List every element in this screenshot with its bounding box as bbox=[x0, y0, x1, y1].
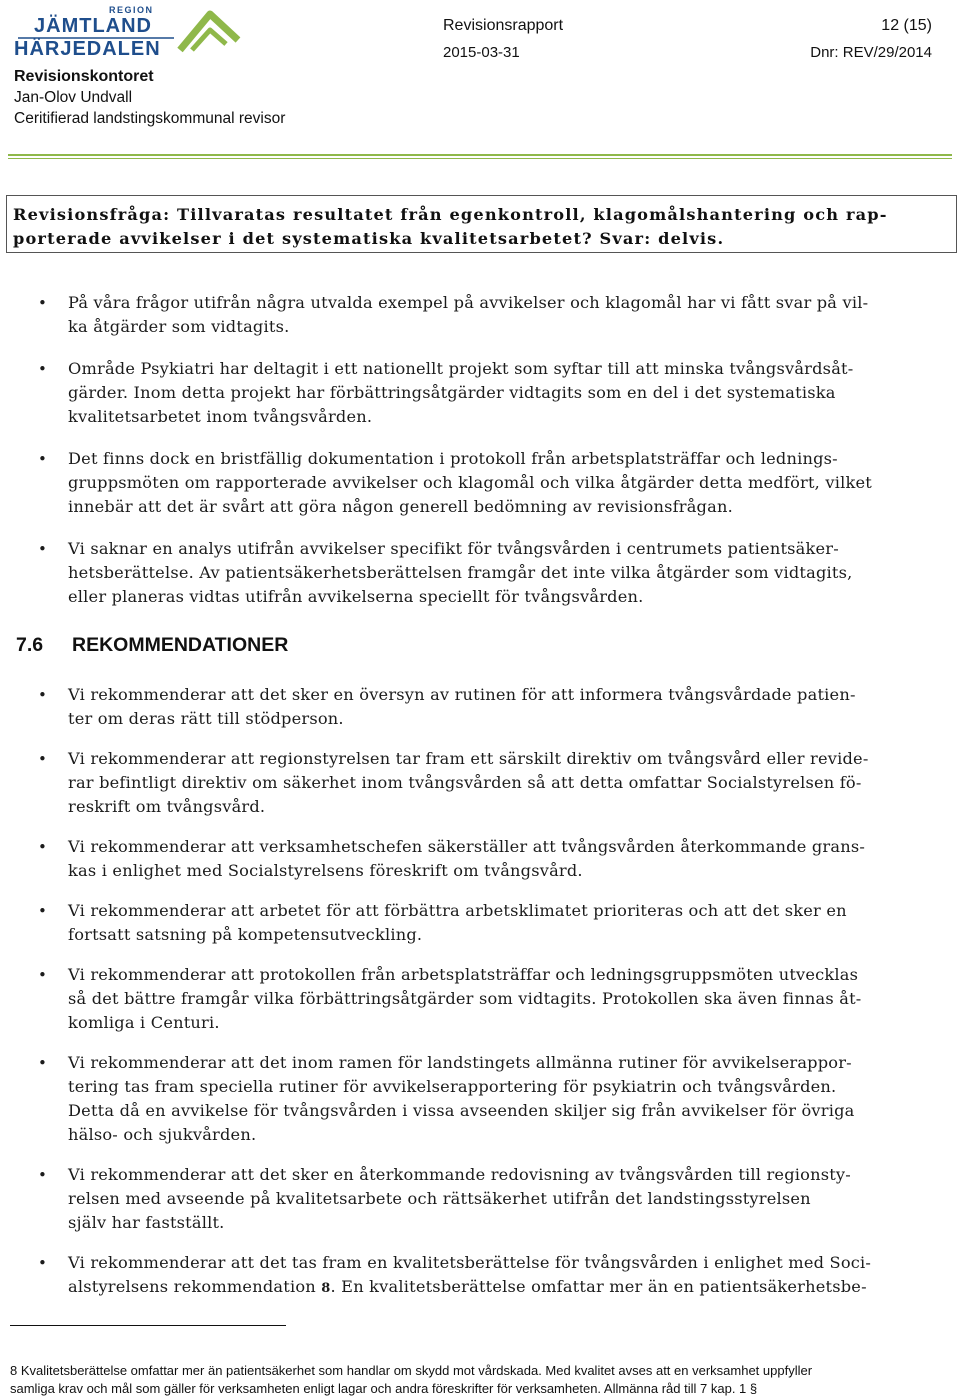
audit-question-line: Revisionsfråga: Tillvaratas resultatet från egenkontroll, klagomålshantering och rap- bbox=[13, 205, 888, 224]
finding-item bbox=[0, 357, 938, 429]
bullet-icon: • bbox=[38, 966, 48, 984]
diary-number: Dnr: REV/29/2014 bbox=[810, 44, 932, 61]
region-logo-graphic bbox=[14, 2, 254, 62]
text-line: Vi rekommenderar att det sker en återkommande redovisning av tvångsvården till regionsty- bbox=[68, 1165, 851, 1184]
text-line: gärder. Inom detta projekt har förbättringsåtgärder vidtagits som en del i det systematiska bbox=[68, 383, 836, 402]
recommendation-item bbox=[0, 683, 938, 731]
recommendation-item bbox=[0, 963, 938, 1035]
text-line: ka åtgärder som vidtagits. bbox=[68, 317, 290, 336]
header-divider bbox=[8, 154, 952, 156]
bullet-icon: • bbox=[38, 686, 48, 704]
report-date: 2015-03-31 bbox=[443, 44, 520, 61]
section-number: 7.6 bbox=[16, 634, 44, 656]
bullet-icon: • bbox=[38, 1254, 48, 1272]
text-line: reskrift om tvångsvård. bbox=[68, 797, 266, 816]
finding-item-text bbox=[68, 447, 938, 519]
text-line: kas i enlighet med Socialstyrelsens föreskrift om tvångsvård. bbox=[68, 861, 583, 880]
text-line: Vi rekommenderar att arbetet för att förbättra arbetsklimatet prioriteras och att det sker en bbox=[68, 901, 847, 920]
text-line: själv har fastställt. bbox=[68, 1213, 225, 1232]
bullet-icon: • bbox=[38, 838, 48, 856]
text-line: relsen med avseende på kvalitetsarbete och rättsäkerhet utifrån det landstingsstyrelsen bbox=[68, 1189, 811, 1208]
logo-line1-text: JÄMTLAND bbox=[34, 15, 152, 37]
text-line: eller planeras vidtas utifrån avvikelserna speciellt för tvångsvården. bbox=[68, 587, 644, 606]
recommendation-item bbox=[0, 1251, 938, 1301]
footnote-line: 8 Kvalitetsberättelse omfattar mer än patientsäkerhet som handlar om skydd mot vårdskada. Med kvalitet avses att en verksamhet uppfyller bbox=[10, 1363, 813, 1378]
text-line: Område Psykiatri har deltagit i ett nationellt projekt som syftar till att minska tvångsvårdsåt- bbox=[68, 359, 854, 378]
text-line: ter om deras rätt till stödperson. bbox=[68, 709, 344, 728]
text-line: Vi rekommenderar att det inom ramen för landstingets allmänna rutiner för avvikelserappor- bbox=[68, 1053, 852, 1072]
finding-item bbox=[0, 537, 938, 609]
text-line: komliga i Centuri. bbox=[68, 1013, 220, 1032]
sender-info bbox=[14, 66, 285, 129]
bullet-icon: • bbox=[38, 902, 48, 920]
text-line: så det bättre framgår vilka förbättringsåtgärder som vidtagits. Protokollen ska även finnas åt- bbox=[68, 989, 862, 1008]
bullet-icon: • bbox=[38, 1166, 48, 1184]
footnote-divider bbox=[10, 1325, 286, 1326]
text-line: På våra frågor utifrån några utvalda exempel på avvikelser och klagomål har vi fått svar på vil- bbox=[68, 293, 869, 312]
text-line: kvalitetsarbetet inom tvångsvården. bbox=[68, 407, 373, 426]
bullet-icon: • bbox=[38, 294, 48, 312]
recommendation-item-text bbox=[68, 747, 938, 819]
bullet-icon: • bbox=[38, 540, 48, 558]
recommendations-list bbox=[0, 683, 938, 1301]
text-line: Detta då en avvikelse för tvångsvården i vissa avseenden skiljer sig från avvikelser för övriga bbox=[68, 1101, 855, 1120]
recommendation-item-text bbox=[68, 963, 938, 1035]
recommendation-item-text bbox=[68, 1051, 938, 1147]
text-line: Det finns dock en bristfällig dokumentation i protokoll från arbetsplatsträffar och lednings- bbox=[68, 449, 838, 468]
text-line: . En kvalitetsberättelse omfattar mer än en patientsäkerhetsbe- bbox=[330, 1277, 867, 1296]
text-line: tering tas fram speciella rutiner för avvikelserapportering för psykiatrin och tvångsvården. bbox=[68, 1077, 837, 1096]
recommendation-item-text bbox=[68, 899, 938, 947]
text-line: alstyrelsens rekommendation bbox=[68, 1277, 322, 1296]
finding-item bbox=[0, 291, 938, 339]
text-line: gruppsmöten om rapporterade avvikelser och klagomål och vilka åtgärder detta medfört, vilket bbox=[68, 473, 872, 492]
author-name: Jan-Olov Undvall bbox=[14, 89, 133, 106]
text-line: innebär att det är svårt att göra någon generell bedömning av revisionsfrågan. bbox=[68, 497, 733, 516]
text-line: Vi rekommenderar att det sker en översyn av rutinen för att informera tvångsvårdade patien- bbox=[68, 685, 856, 704]
recommendation-item-text bbox=[68, 835, 938, 883]
recommendation-item bbox=[0, 835, 938, 883]
finding-item-text bbox=[68, 357, 938, 429]
section-title: REKOMMENDATIONER bbox=[72, 634, 289, 656]
report-title: Revisionsrapport bbox=[443, 17, 564, 34]
text-line: Vi rekommenderar att protokollen från arbetsplatsträffar och ledningsgruppsmöten utvecklas bbox=[68, 965, 859, 984]
text-line: rar befintligt direktiv om säkerhet inom tvångsvården så att detta omfattar Socialstyrelsen fö- bbox=[68, 773, 862, 792]
recommendation-item bbox=[0, 1163, 938, 1235]
finding-item-text bbox=[68, 537, 938, 609]
text-line: hetsberättelse. Av patientsäkerhetsberättelsen framgår det inte vilka åtgärder som vidtagits, bbox=[68, 563, 853, 582]
document-meta bbox=[443, 14, 932, 65]
recommendation-item bbox=[0, 1051, 938, 1147]
text-line: fortsatt satsning på kompetensutveckling. bbox=[68, 925, 423, 944]
recommendation-item-text bbox=[68, 1251, 938, 1301]
recommendation-item bbox=[0, 747, 938, 819]
bullet-icon: • bbox=[38, 360, 48, 378]
text-line: Vi saknar en analys utifrån avvikelser specifikt för tvångsvården i centrumets patientsäker- bbox=[68, 539, 839, 558]
footnote bbox=[10, 1362, 955, 1398]
logo-line2-text: HÄRJEDALEN bbox=[14, 38, 161, 60]
page-number: 12 (15) bbox=[881, 17, 932, 34]
finding-item bbox=[0, 447, 938, 519]
section-heading bbox=[16, 634, 288, 657]
region-logo bbox=[14, 2, 254, 62]
author-title: Ceritifierad landstingskommunal revisor bbox=[14, 110, 286, 127]
finding-item-text bbox=[68, 291, 938, 339]
text-line: hälso- och sjukvården. bbox=[68, 1125, 257, 1144]
bullet-icon: • bbox=[38, 450, 48, 468]
text-line: Vi rekommenderar att verksamhetschefen säkerställer att tvångsvården återkommande grans- bbox=[68, 837, 865, 856]
office-name: Revisionskontoret bbox=[14, 68, 154, 85]
header-divider-thin bbox=[8, 158, 952, 159]
recommendation-item-text bbox=[68, 683, 938, 731]
footnote-line: samliga krav och mål som gäller för verksamheten enligt lagar och andra föreskrifter för verksamheten. Allmänna råd till 7 kap. 1 § bbox=[10, 1381, 758, 1396]
audit-question-box bbox=[6, 195, 957, 253]
footnote-reference[interactable]: 8 bbox=[321, 1281, 331, 1296]
recommendation-item bbox=[0, 899, 938, 947]
findings-list bbox=[0, 291, 938, 609]
text-line: Vi rekommenderar att det tas fram en kvalitetsberättelse för tvångsvården i enlighet med Soci- bbox=[68, 1253, 872, 1272]
logo-region-text: REGION bbox=[109, 5, 154, 15]
recommendation-item-text bbox=[68, 1163, 938, 1235]
text-line: Vi rekommenderar att regionstyrelsen tar fram ett särskilt direktiv om tvångsvård eller revide- bbox=[68, 749, 869, 768]
bullet-icon: • bbox=[38, 750, 48, 768]
audit-question-line: porterade avvikelser i det systematiska kvalitetsarbetet? Svar: delvis. bbox=[13, 229, 725, 248]
bullet-icon: • bbox=[38, 1054, 48, 1072]
